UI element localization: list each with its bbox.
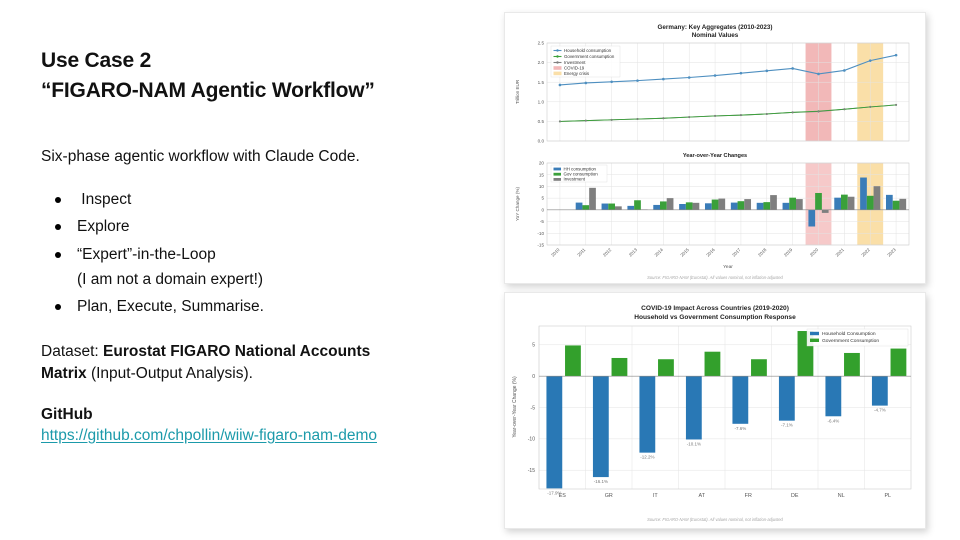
github-link[interactable]: https://github.com/chpollin/wiiw-figaro-nam-demo: [41, 426, 377, 444]
yoy-bar: [653, 205, 660, 210]
svg-text:1.0: 1.0: [537, 99, 544, 105]
country-label: PL: [884, 493, 892, 499]
svg-text:2018: 2018: [757, 247, 768, 258]
yoy-bar: [763, 202, 770, 210]
investment-line: [560, 105, 896, 121]
legend-label-hh: HH consumption: [563, 166, 596, 172]
legend-label-household-consumption: Household Consumption: [822, 332, 876, 338]
dataset-name-line2: Matrix: [41, 365, 87, 383]
bottom-chart-legend: [807, 329, 908, 346]
yoy-bar: [808, 210, 815, 227]
yoy-bar: [834, 198, 841, 210]
svg-text:2015: 2015: [679, 247, 690, 258]
y-axis-ticks: [537, 161, 544, 248]
bottom-y-axis-label: Year-over-Year Change (%): [512, 376, 518, 438]
bottom-chart-title: COVID-19 Impact Across Countries (2019-2020): [641, 305, 789, 312]
svg-text:2.0: 2.0: [537, 60, 544, 66]
top-chart-subtitle: Nominal Values: [691, 32, 739, 39]
svg-text:2010: 2010: [550, 247, 561, 258]
bar-value-label: -12.2%: [640, 454, 655, 460]
yoy-bar: [660, 201, 667, 209]
yoy-bar: [602, 204, 609, 210]
covid-impact-figure: [505, 293, 925, 528]
country-label: NL: [837, 493, 845, 499]
list-item: [41, 294, 481, 319]
country-bar: [686, 376, 702, 439]
yoy-bar: [712, 200, 719, 210]
country-bar: [639, 376, 655, 452]
yoy-bar: [608, 204, 615, 210]
yoy-bar: [867, 196, 874, 210]
svg-text:10: 10: [538, 184, 544, 190]
github-label: GitHub: [41, 405, 93, 423]
yoy-bar: [770, 195, 777, 210]
yoy-bar: [796, 199, 803, 210]
dataset-suffix: (Input-Output Analysis).: [86, 365, 253, 383]
svg-text:-10: -10: [527, 436, 535, 443]
yoy-bar: [679, 204, 686, 210]
bullet-label: “Expert”-in-the-Loop: [77, 245, 216, 263]
covid-impact-chart-card: [504, 292, 926, 529]
top-chart-legend: [551, 46, 620, 77]
yoy-y-axis-label: YoY Change (%): [515, 187, 520, 221]
country-bar: [593, 376, 609, 477]
svg-text:-15: -15: [537, 242, 544, 248]
yoy-bar: [589, 188, 596, 210]
page-title: [41, 46, 481, 106]
list-item: [41, 214, 481, 239]
bullet-label: Explore: [77, 218, 130, 236]
yoy-bar: [744, 199, 751, 210]
bullet-dot-icon: [55, 197, 61, 203]
yoy-bar: [874, 186, 881, 210]
legend-label-government-consumption: Government Consumption: [822, 338, 880, 344]
legend-label-covid: COVID-19: [564, 65, 585, 71]
bullet-label: Plan, Execute, Summarise.: [77, 297, 264, 315]
title-line-1: Use Case 2: [41, 49, 152, 72]
dataset-name-line1: Eurostat FIGARO National Accounts: [103, 342, 371, 360]
svg-text:20: 20: [538, 160, 544, 166]
country-label: ES: [558, 493, 566, 499]
svg-text:5: 5: [541, 195, 544, 201]
country-bar: [732, 376, 748, 424]
list-item: [41, 187, 481, 212]
yoy-bar: [899, 199, 906, 210]
country-bar: [891, 349, 907, 377]
yoy-subplot: [515, 153, 909, 270]
bar-value-label: -4.7%: [873, 407, 886, 413]
yoy-bar: [822, 210, 829, 213]
top-card-source-note: Source: FIGARO-NAM (Eurostat). All values nominal, not inflation-adjusted: [647, 275, 783, 280]
top-chart-title: Germany: Key Aggregates (2010-2023): [657, 24, 773, 31]
yoy-bar: [783, 203, 790, 210]
legend-label-energy: Energy crisis: [564, 71, 590, 76]
svg-text:2021: 2021: [834, 247, 846, 258]
country-label: FR: [744, 493, 752, 499]
svg-text:2023: 2023: [886, 247, 897, 258]
government-consumption-line: [560, 105, 896, 121]
svg-text:15: 15: [538, 172, 544, 178]
bullet-dot-icon: [55, 252, 61, 258]
svg-text:1.5: 1.5: [537, 79, 544, 85]
y-axis-ticks: [528, 343, 535, 474]
top-y-axis-label: Trillion EUR: [515, 79, 520, 105]
svg-text:2016: 2016: [705, 247, 716, 258]
legend-label-inv: Investment: [563, 176, 585, 182]
country-bar: [844, 353, 860, 376]
country-bar: [612, 358, 628, 376]
x-axis-country-labels: [559, 493, 891, 499]
svg-text:2022: 2022: [860, 247, 871, 258]
yoy-bar: [848, 197, 855, 210]
yoy-bar: [718, 199, 725, 210]
svg-text:2012: 2012: [601, 247, 613, 258]
yoy-bar: [576, 203, 583, 210]
country-bar: [751, 359, 767, 376]
bottom-chart-subtitle: Household vs Government Consumption Response: [634, 314, 796, 321]
svg-text:-15: -15: [527, 467, 535, 474]
yoy-bar: [789, 198, 796, 210]
dataset-description: [41, 341, 481, 386]
svg-text:2013: 2013: [627, 247, 639, 258]
country-label: GR: [604, 493, 613, 499]
country-label: AT: [698, 493, 705, 499]
country-bar: [705, 352, 721, 376]
svg-text:-10: -10: [537, 230, 544, 236]
yoy-bar: [705, 203, 712, 210]
svg-text:-5: -5: [539, 219, 544, 225]
bullet-label: Inspect: [77, 191, 132, 209]
yoy-bar: [582, 205, 589, 210]
legend-label-government: Government consumption: [564, 54, 615, 59]
bar-value-label: -7.6%: [734, 425, 747, 431]
bullet-sublabel: (I am not a domain expert!): [77, 270, 264, 288]
yoy-chart-title: Year-over-Year Changes: [682, 153, 748, 159]
germany-aggregates-figure: [505, 13, 925, 283]
yoy-bar: [815, 193, 822, 210]
bullet-dot-icon: [55, 224, 61, 230]
legend-label-investment: Investment: [564, 60, 586, 65]
bottom-card-source-note: Source: FIGARO-NAM (Eurostat). All values nominal, not inflation-adjusted: [647, 517, 783, 522]
y-axis-ticks: [538, 41, 545, 144]
svg-text:0.5: 0.5: [537, 119, 544, 124]
country-bar: [565, 345, 581, 376]
yoy-bar: [627, 206, 634, 210]
yoy-bar: [667, 198, 674, 210]
svg-text:0.0: 0.0: [537, 138, 544, 144]
yoy-bar: [731, 203, 738, 210]
svg-text:2020: 2020: [808, 247, 820, 258]
country-bars: [546, 331, 906, 488]
country-bar: [546, 376, 562, 488]
svg-text:0: 0: [541, 207, 544, 213]
country-bar: [779, 376, 795, 421]
svg-text:2017: 2017: [731, 247, 742, 258]
title-line-2: “FIGARO-NAM Agentic Workflow”: [41, 78, 375, 102]
yoy-bar: [693, 203, 700, 210]
bar-value-label: -6.4%: [827, 418, 840, 424]
workflow-bullet-list: [41, 187, 481, 319]
line-subplot: [515, 41, 909, 144]
country-bar: [825, 376, 841, 416]
bullet-dot-icon: [55, 304, 61, 310]
yoy-bar: [757, 203, 764, 210]
svg-text:0: 0: [532, 373, 535, 380]
dataset-prefix: Dataset:: [41, 342, 104, 360]
yoy-bar: [634, 200, 641, 210]
svg-text:2.5: 2.5: [537, 40, 544, 46]
list-item: [41, 242, 481, 292]
bar-value-label: -7.1%: [780, 422, 793, 428]
bar-value-label: -10.1%: [686, 441, 701, 447]
svg-text:2019: 2019: [782, 247, 794, 258]
yoy-bar: [893, 201, 900, 210]
bar-value-label: -17.9%: [547, 490, 562, 496]
svg-text:2011: 2011: [576, 247, 587, 258]
slide-text-column: [41, 46, 481, 445]
bar-value-label: -16.1%: [593, 479, 608, 485]
country-label: DE: [791, 493, 799, 499]
yoy-x-axis-label: Year: [723, 265, 733, 270]
yoy-chart-legend: [551, 165, 607, 182]
yoy-bar: [686, 202, 693, 209]
yoy-bar: [860, 178, 867, 210]
lede-text: Six-phase agentic workflow with Claude Code.: [41, 147, 360, 165]
svg-text:2014: 2014: [653, 247, 665, 258]
country-bar: [872, 376, 888, 405]
legend-label-household: Household consumption: [564, 48, 612, 53]
svg-text:-5: -5: [530, 405, 535, 412]
country-label: IT: [652, 493, 658, 499]
svg-text:5: 5: [532, 342, 535, 349]
yoy-bar: [886, 195, 893, 210]
yoy-bar: [615, 206, 622, 210]
x-axis-ticks: [550, 247, 897, 258]
yoy-bar: [841, 195, 848, 210]
germany-aggregates-chart-card: [504, 12, 926, 284]
yoy-bar: [738, 201, 745, 210]
country-bar: [658, 359, 674, 376]
legend-label-gov: Gov consumption: [563, 171, 598, 177]
